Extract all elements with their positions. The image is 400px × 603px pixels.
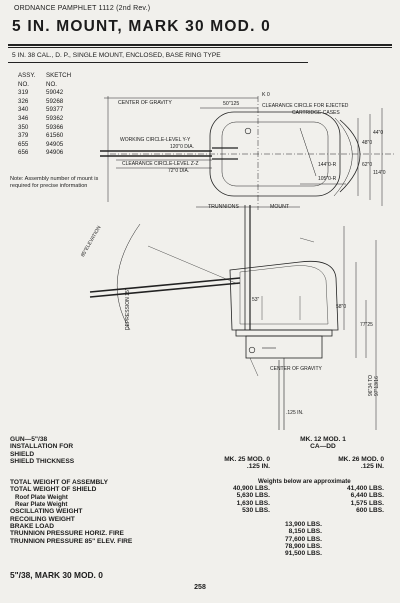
shield-label: SHIELD <box>10 450 35 458</box>
dim-side-2: 62"0 <box>362 162 373 168</box>
mk25-weights: 40,900 LBS. 5,630 LBS. 1,630 LBS. 530 LBS. <box>232 485 270 514</box>
dim-77: 77"25 <box>360 322 373 328</box>
spec-row2-label: TRUNNION PRESSURE 85" ELEV. FIRE <box>10 537 133 545</box>
mk26-weights: 41,400 LBS. 6,440 LBS. 1,575 LBS. 600 LBS. <box>346 485 384 514</box>
dim-58: 58"0 <box>336 304 347 310</box>
page-number: 258 <box>194 584 206 591</box>
assembly-note: Note: Assembly number of mount is required for precise information <box>10 176 99 189</box>
elevation-view-body <box>230 261 338 330</box>
depression-label: DEPRESSION 15" <box>125 288 131 330</box>
cartridge-cases-label: CARTRIDGE CASES <box>292 110 340 116</box>
dim-side-3: 114"0 <box>373 170 386 176</box>
assembly-row: 379 61560 <box>18 132 64 140</box>
mk25-column <box>200 456 270 471</box>
shield-thickness-label: SHIELD THICKNESS <box>10 457 75 465</box>
dim-side-4: 44"0 <box>373 130 384 136</box>
mk12-heading: MK. 12 MOD. 1 CA—DD <box>300 436 346 451</box>
spec-row2-label: RECOILING WEIGHT <box>10 515 75 523</box>
page-title: 5 IN. MOUNT, MARK 30 MOD. 0 <box>12 18 271 35</box>
assembly-row: 326 59268 <box>18 97 64 105</box>
mk26-label: MK. 26 MOD. 0 <box>338 456 384 463</box>
approx-note: Weights below are approximate <box>258 478 351 485</box>
installation-label: INSTALLATION FOR <box>10 443 74 451</box>
dim-bottom: 96"34 TO 97"13/16 <box>368 374 380 396</box>
spec-labels <box>10 436 132 545</box>
mk25-label: MK. 25 MOD. 0 <box>224 456 270 463</box>
assembly-row: 656 94906 <box>18 149 64 157</box>
dim-side-1: 48"0 <box>362 140 373 146</box>
assembly-row: 350 59366 <box>18 123 64 131</box>
mount-label: MOUNT <box>270 204 290 210</box>
mk25-thickness: .125 IN. <box>246 463 270 471</box>
mk26-thickness: .125 IN. <box>360 463 384 471</box>
spec-row-label: TOTAL WEIGHT OF SHIELD <box>10 486 97 494</box>
col-sketch: SKETCH <box>46 72 72 79</box>
assembly-row: 346 59362 <box>18 114 64 122</box>
cg-label: CENTER OF GRAVITY <box>118 100 172 106</box>
working-circle-label: WORKING CIRCLE-LEVEL Y-Y <box>120 137 191 143</box>
gun-label: GUN—5"/38 <box>10 436 48 443</box>
col-assy-no: NO. <box>18 80 30 88</box>
spec-row-label: Roof Plate Weight <box>15 493 68 501</box>
col-assy: ASSY. <box>18 72 36 79</box>
base-ring <box>246 336 322 358</box>
spec-row-label: Rear Plate Weight <box>15 501 68 509</box>
spec-row2-label: TRUNNION PRESSURE HORIZ. FIRE <box>10 530 124 538</box>
clearance-dia-label: 72"0 DIA. <box>168 168 190 174</box>
clearance-arc <box>340 120 360 192</box>
trunnions-label: TRUNNIONS <box>208 204 239 210</box>
footer-title: 5"/38, MARK 30 MOD. 0 <box>10 570 103 580</box>
spec-row-label: TOTAL WEIGHT OF ASSEMBLY <box>10 479 109 487</box>
elevation-label: 85"ELEVATION <box>80 224 103 258</box>
pamphlet-header: ORDNANCE PAMPHLET 1112 (2nd Rev.) <box>14 5 151 12</box>
radius-1-label: 144"0-R <box>318 162 337 168</box>
clearance-ejected-label: CLEARANCE CIRCLE FOR EJECTED <box>262 103 349 109</box>
clearance-circle-label: CLEARANCE CIRCLE-LEVEL Z-Z <box>122 161 199 167</box>
mk26-column <box>300 456 384 471</box>
spec-row2-label: BRAKE LOAD <box>10 522 54 530</box>
dim-53: 53" <box>252 297 260 303</box>
dim-125: .125 IN. <box>286 410 304 416</box>
center-of-gravity-symbol <box>245 128 251 134</box>
assembly-row: 655 94905 <box>18 140 64 148</box>
col-sketch-no: NO. <box>46 80 58 88</box>
dim-top-k: K 0 <box>262 92 270 98</box>
common-weights: 13,900 LBS. 8,150 LBS. 77,600 LBS. 78,900 LBS. 91,500 LBS. <box>284 521 322 558</box>
page-subtitle: 5 IN. 38 CAL., D. P., SINGLE MOUNT, ENCLOSED, BASE RING TYPE <box>12 52 221 59</box>
working-dia-label: 120"0 DIA. <box>170 144 195 150</box>
assembly-row: 319 59042 <box>18 89 64 97</box>
spec-row2-label: OSCILLATING WEIGHT <box>10 508 83 516</box>
radius-2-label: 105"0-R <box>318 176 337 182</box>
cg-label-2: CENTER OF GRAVITY <box>270 366 322 372</box>
dim-top: 50"125 <box>223 101 240 107</box>
assembly-row: 340 59377 <box>18 106 64 114</box>
